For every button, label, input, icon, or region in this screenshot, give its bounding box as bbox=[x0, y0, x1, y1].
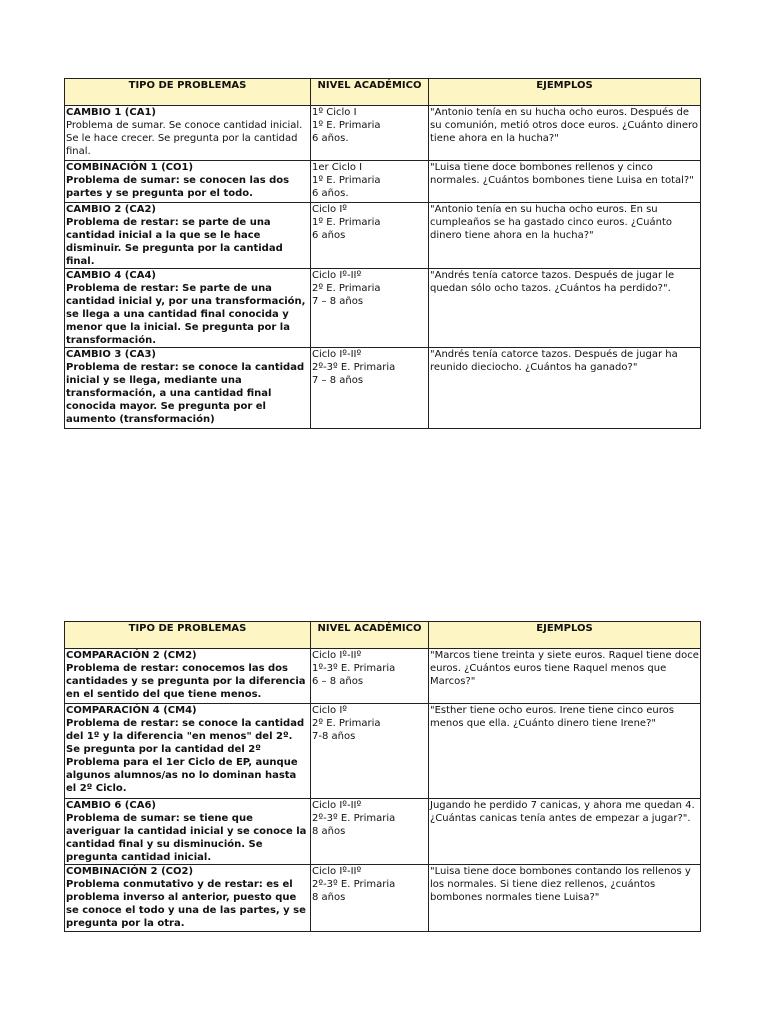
level-line: 2º-3º E. Primaria bbox=[312, 813, 396, 824]
level-line: 7-8 años bbox=[312, 731, 356, 742]
table-row bbox=[65, 649, 701, 704]
level-line: Ciclo Iº-IIº bbox=[312, 650, 362, 661]
problem-title: CAMBIO 2 (CA2) bbox=[66, 204, 156, 215]
problem-title: COMBINACIÓN 1 (CO1) bbox=[66, 162, 194, 173]
table-header-row bbox=[65, 79, 701, 106]
level-line: 8 años bbox=[312, 826, 346, 837]
problem-type-cell bbox=[65, 649, 311, 704]
problem-type-cell bbox=[65, 348, 311, 429]
level-line: 6 años bbox=[312, 230, 346, 241]
table-row bbox=[65, 704, 701, 799]
problem-type-cell bbox=[65, 203, 311, 269]
level-line: 2º E. Primaria bbox=[312, 718, 381, 729]
academic-level-cell bbox=[311, 348, 429, 429]
problem-title: CAMBIO 6 (CA6) bbox=[66, 800, 156, 811]
problem-description: Problema de sumar: se conocen las dos partes y se pregunta por el todo. bbox=[66, 175, 290, 199]
header-ejemplos: EJEMPLOS bbox=[429, 622, 701, 649]
problem-type-cell bbox=[65, 161, 311, 203]
example-cell: "Luisa tiene doce bombones rellenos y cinco normales. ¿Cuántos bombones tiene Luisa en total?" bbox=[429, 161, 701, 203]
problem-description: Problema de sumar: se tiene que averiguar la cantidad inicial y se conoce la cantidad final y su disminución. Se pregunta cantidad inicial. bbox=[66, 813, 307, 863]
level-line: 1º Ciclo I bbox=[312, 107, 357, 118]
problem-type-cell bbox=[65, 865, 311, 932]
level-line: Ciclo Iº bbox=[312, 705, 347, 716]
problem-title: COMBINACIÓN 2 (CO2) bbox=[66, 866, 194, 877]
problem-type-cell bbox=[65, 106, 311, 161]
header-nivel: NIVEL ACADÉMICO bbox=[311, 79, 429, 106]
problem-title: CAMBIO 4 (CA4) bbox=[66, 270, 156, 281]
level-line: 2º-3º E. Primaria bbox=[312, 362, 396, 373]
problem-types-table-2 bbox=[64, 621, 701, 932]
level-line: 6 años. bbox=[312, 133, 349, 144]
problem-description: Problema de restar: se parte de una cantidad inicial a la que se le hace disminuir. Se pregunta por la cantidad final. bbox=[66, 217, 283, 267]
header-ejemplos: EJEMPLOS bbox=[429, 79, 701, 106]
example-cell: "Antonio tenía en su hucha ocho euros. Después de su comunión, metió otros doce euros. ¿Cuánto dinero tiene ahora en la hucha?" bbox=[429, 106, 701, 161]
table-row bbox=[65, 269, 701, 348]
table-row bbox=[65, 106, 701, 161]
problem-title: COMPARACIÓN 2 (CM2) bbox=[66, 650, 197, 661]
problem-description: Problema de restar: conocemos las dos cantidades y se pregunta por la diferencia en el sentido del que tiene menos. bbox=[66, 663, 306, 700]
level-line: 7 – 8 años bbox=[312, 296, 364, 307]
level-line: 6 años. bbox=[312, 188, 349, 199]
academic-level-cell bbox=[311, 704, 429, 799]
example-cell: Jugando he perdido 7 canicas, y ahora me quedan 4. ¿Cuántas canicas tenía antes de empezar a jugar?". bbox=[429, 799, 701, 865]
problem-title: CAMBIO 3 (CA3) bbox=[66, 349, 156, 360]
level-line: Ciclo Iº-IIº bbox=[312, 800, 362, 811]
academic-level-cell bbox=[311, 865, 429, 932]
header-tipo: TIPO DE PROBLEMAS bbox=[65, 622, 311, 649]
example-cell: "Luisa tiene doce bombones contando los rellenos y los normales. Si tiene diez rellenos, ¿cuántos bombones normales tiene Luisa?" bbox=[429, 865, 701, 932]
example-cell: "Andrés tenía catorce tazos. Después de jugar ha reunido dieciocho. ¿Cuántos ha ganado?" bbox=[429, 348, 701, 429]
problem-type-cell bbox=[65, 799, 311, 865]
example-cell: "Antonio tenía en su hucha ocho euros. En su cumpleaños se ha gastado cinco euros. ¿Cuánto dinero tiene ahora en la hucha?" bbox=[429, 203, 701, 269]
level-line: 2º-3º E. Primaria bbox=[312, 879, 396, 890]
example-cell: "Marcos tiene treinta y siete euros. Raquel tiene doce euros. ¿Cuántos euros tiene Raquel menos que Marcos?" bbox=[429, 649, 701, 704]
level-line: Ciclo Iº-IIº bbox=[312, 349, 362, 360]
level-line: 6 – 8 años bbox=[312, 676, 364, 687]
problem-description: Problema conmutativo y de restar: es el problema inverso al anterior, puesto que se conoce el todo y una de las partes, y se pregunta por la otra. bbox=[66, 879, 306, 929]
problem-types-table-1 bbox=[64, 78, 701, 429]
problem-description: Problema de restar: se conoce la cantidad del 1º y la diferencia "en menos" del 2º. Se pregunta por la cantidad del 2º Problema para el 1er Ciclo de EP, aunque algunos alumnos/as no lo dominan hasta el 2º Ciclo. bbox=[66, 718, 305, 794]
level-line: 2º E. Primaria bbox=[312, 283, 381, 294]
header-nivel: NIVEL ACADÉMICO bbox=[311, 622, 429, 649]
problem-type-cell bbox=[65, 269, 311, 348]
table-row bbox=[65, 161, 701, 203]
level-line: 1º E. Primaria bbox=[312, 120, 381, 131]
academic-level-cell bbox=[311, 649, 429, 704]
table-row bbox=[65, 203, 701, 269]
problem-description: Problema de restar: se conoce la cantidad inicial y se llega, mediante una transformación, a una cantidad final conocida mayor. Se pregunta por el aumento (transformación) bbox=[66, 362, 305, 425]
table-row bbox=[65, 348, 701, 429]
problem-type-cell bbox=[65, 704, 311, 799]
academic-level-cell bbox=[311, 161, 429, 203]
level-line: Ciclo Iº-IIº bbox=[312, 866, 362, 877]
problem-description: Problema de sumar. Se conoce cantidad inicial. Se le hace crecer. Se pregunta por la cantidad final. bbox=[66, 120, 303, 157]
problem-title: COMPARACIÓN 4 (CM4) bbox=[66, 705, 197, 716]
table-row bbox=[65, 865, 701, 932]
academic-level-cell bbox=[311, 106, 429, 161]
example-cell: "Andrés tenía catorce tazos. Después de jugar le quedan sólo ocho tazos. ¿Cuántos ha perdido?". bbox=[429, 269, 701, 348]
level-line: 1er Ciclo I bbox=[312, 162, 363, 173]
academic-level-cell bbox=[311, 269, 429, 348]
problem-description: Problema de restar: Se parte de una cantidad inicial y, por una transformación, se llega a una cantidad final conocida y menor que la inicial. Se pregunta por la transformación. bbox=[66, 283, 306, 346]
table-header-row bbox=[65, 622, 701, 649]
level-line: 1º-3º E. Primaria bbox=[312, 663, 396, 674]
level-line: 7 – 8 años bbox=[312, 375, 364, 386]
level-line: Ciclo Iº bbox=[312, 204, 347, 215]
example-cell: "Esther tiene ocho euros. Irene tiene cinco euros menos que ella. ¿Cuánto dinero tiene Irene?" bbox=[429, 704, 701, 799]
level-line: 8 años bbox=[312, 892, 346, 903]
level-line: 1º E. Primaria bbox=[312, 175, 381, 186]
level-line: Ciclo Iº-IIº bbox=[312, 270, 362, 281]
academic-level-cell bbox=[311, 799, 429, 865]
problem-title: CAMBIO 1 (CA1) bbox=[66, 107, 156, 118]
table-row bbox=[65, 799, 701, 865]
academic-level-cell bbox=[311, 203, 429, 269]
header-tipo: TIPO DE PROBLEMAS bbox=[65, 79, 311, 106]
level-line: 1º E. Primaria bbox=[312, 217, 381, 228]
